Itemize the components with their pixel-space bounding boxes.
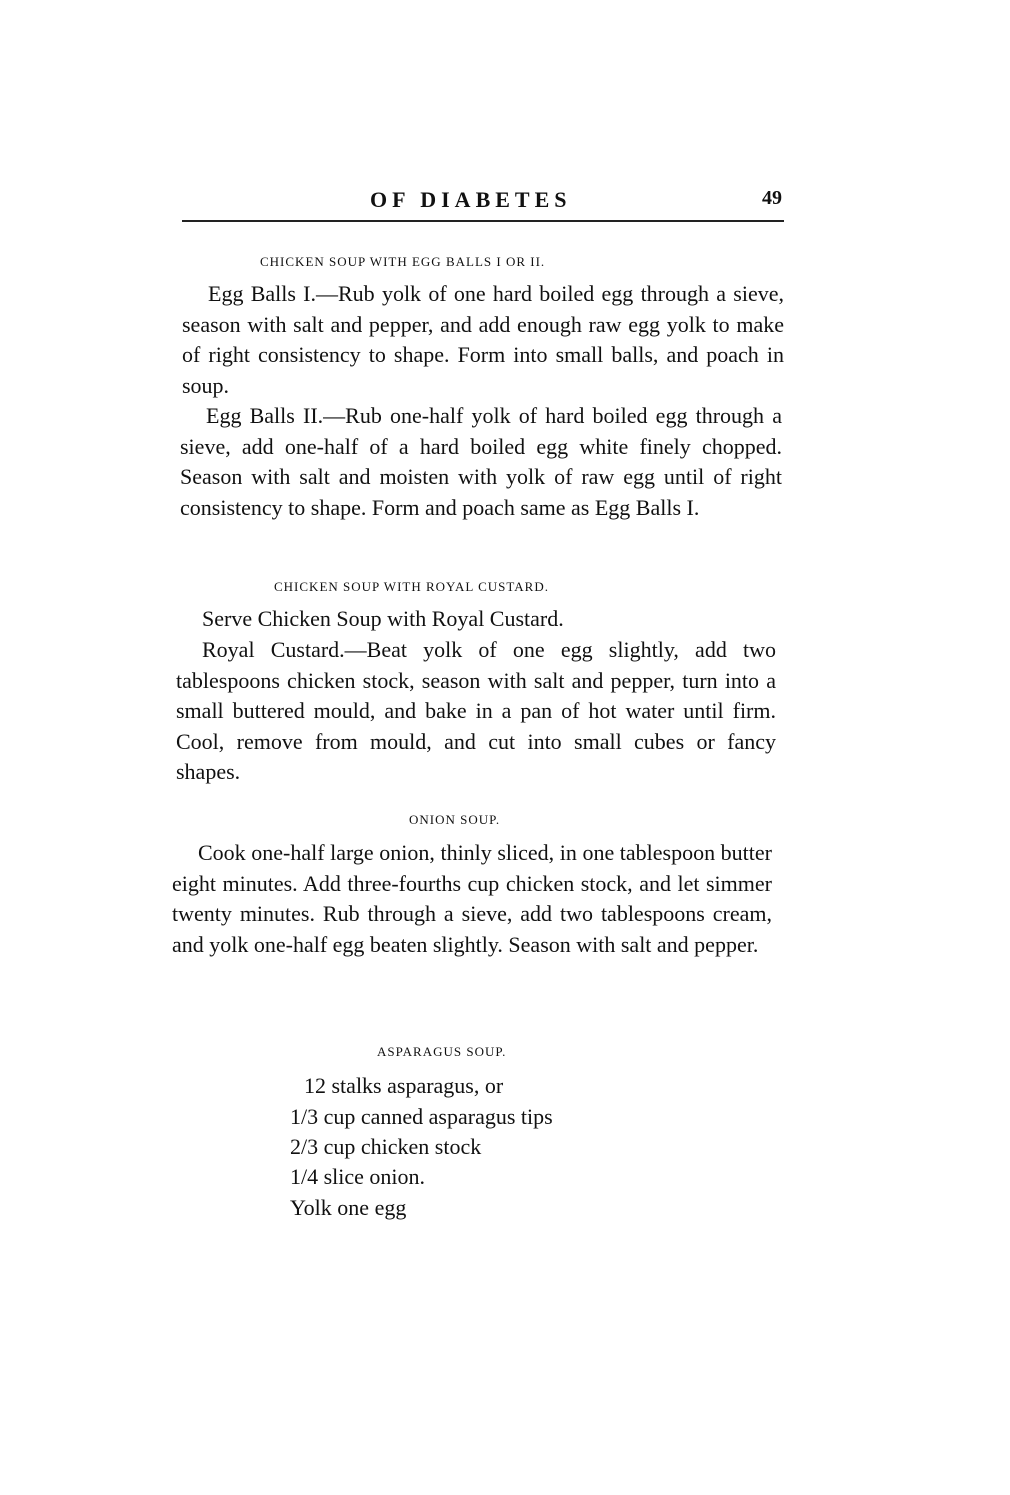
page-number: 49 — [762, 187, 782, 209]
page-header — [182, 184, 784, 222]
egg-balls-ii-paragraph: Egg Balls II.—Rub one-half yolk of hard boiled egg through a sieve, add one-half of a hard boiled egg white finely chopped. Season with salt and moisten with yolk of raw egg until of right consistency to shape. Form and poach same as Egg Balls I. — [180, 403, 782, 520]
serve-royal-custard-paragraph: Serve Chicken Soup with Royal Custard. — [202, 606, 564, 631]
ingredient-line: Yolk one egg — [290, 1195, 407, 1220]
onion-soup-paragraph: Cook one-half large onion, thinly sliced, in one tablespoon butter eight minutes. Add three-fourths cup chicken stock, and let simmer twenty minutes. Rub through a sieve, add two tablespoons cream, and yolk one-half egg beaten slightly. Season with salt and pepper. — [172, 840, 772, 957]
running-title: OF DIABETES — [370, 187, 572, 212]
onion-soup-heading: ONION SOUP. — [409, 812, 501, 827]
ingredient-line: 12 stalks asparagus, or — [304, 1073, 504, 1098]
egg-balls-heading: CHICKEN SOUP WITH EGG BALLS I OR II. — [260, 254, 546, 269]
ingredient-line: 1/4 slice onion. — [290, 1164, 426, 1189]
ingredient-line: 1/3 cup canned asparagus tips — [290, 1104, 553, 1129]
ingredient-line: 2/3 cup chicken stock — [290, 1134, 482, 1159]
royal-custard-paragraph: Royal Custard.—Beat yolk of one egg slightly, add two tablespoons chicken stock, season with salt and pepper, turn into a small buttered mould, and bake in a pan of hot water until firm. Cool, remove from mould, and cut into small cubes or fancy shapes. — [176, 637, 776, 784]
egg-balls-i-paragraph: Egg Balls I.—Rub yolk of one hard boiled egg through a sieve, season with salt and pepper, and add enough raw egg yolk to make of right consistency to shape. Form into small balls, and poach in soup. — [182, 281, 784, 398]
asparagus-soup-heading: ASPARAGUS SOUP. — [377, 1044, 507, 1059]
royal-custard-heading: CHICKEN SOUP WITH ROYAL CUSTARD. — [274, 579, 549, 594]
